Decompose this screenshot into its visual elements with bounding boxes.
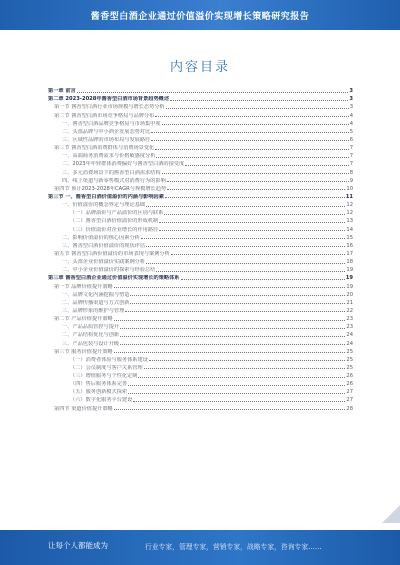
toc-leader-dots <box>151 140 348 141</box>
toc-leader-dots <box>149 360 346 361</box>
toc-entry[interactable] <box>48 314 353 322</box>
toc-entry[interactable] <box>48 184 353 192</box>
toc-entry-label: 二、中小企业价值溢价的探索与经验总结 <box>62 267 156 274</box>
toc-entry[interactable] <box>48 86 353 94</box>
toc-leader-dots <box>159 222 345 223</box>
toc-entry-label: 第一节 品牌价值提升策略 <box>54 283 113 290</box>
toc-entry-page: 24 <box>346 340 353 347</box>
toc-leader-dots <box>166 108 349 109</box>
toc-entry-page: 3 <box>349 88 353 95</box>
toc-entry-label: 三、酱香型白酒价值溢价的现状评估 <box>62 242 146 249</box>
toc-leader-dots <box>114 320 346 321</box>
toc-entry-label: （六）数字化服务平台建设 <box>70 397 133 404</box>
toc-entry-label: 第一节 酱香型白酒行业市场规模与增长态势分析 <box>54 104 165 111</box>
toc-leader-dots <box>159 230 345 231</box>
toc-entry-label: （五）服务创新模式探索 <box>70 389 128 396</box>
toc-leader-dots <box>128 393 345 394</box>
toc-entry-page: 21 <box>346 299 353 306</box>
toc-entry-label: 第三节 酱香型白酒消费群体与消费场景变化 <box>54 145 155 152</box>
toc-entry[interactable] <box>48 241 353 249</box>
toc-entry-page: 28 <box>346 405 353 412</box>
toc-entry-page: 10 <box>346 185 353 192</box>
toc-entry-page: 14 <box>346 226 353 233</box>
toc-entry[interactable] <box>48 192 353 200</box>
toc-entry-page: 8 <box>349 169 353 176</box>
toc-entry-label: 三、多元消费场景下的酱香型白酒需求结构 <box>62 169 161 176</box>
toc-entry-page: 19 <box>346 283 353 290</box>
toc-entry-label: （三）价值溢价对企业增长的作用路径 <box>70 226 159 233</box>
toc-entry[interactable] <box>48 265 353 273</box>
toc-entry-page: 17 <box>346 250 353 257</box>
toc-entry[interactable] <box>48 233 353 241</box>
toc-entry[interactable] <box>48 281 353 289</box>
toc-entry-label: 一、酱香型白酒品牌竞争格局与市场集中度 <box>62 120 161 127</box>
toc-entry[interactable] <box>48 395 353 403</box>
toc-entry-page: 26 <box>346 373 353 380</box>
toc-entry[interactable] <box>48 330 353 338</box>
toc-entry-page: 19 <box>346 267 353 274</box>
toc-entry-label: 一、头部企业价值溢价实践案例分析 <box>62 259 146 266</box>
toc-leader-dots <box>146 206 345 207</box>
toc-entry-label: 第五节 酱香型白酒价值溢价的市场表现与案例分析 <box>54 250 170 257</box>
toc-entry-label: 第四节 预计2023-2028年CAGR与规模增长趋势 <box>54 185 167 192</box>
toc-entry-label: 第三节 服务价值提升策略 <box>54 348 113 355</box>
toc-leader-dots <box>146 246 345 247</box>
toc-entry[interactable] <box>48 224 353 232</box>
toc-entry[interactable] <box>48 167 353 175</box>
toc-leader-dots <box>164 214 345 215</box>
toc-entry[interactable] <box>48 387 353 395</box>
toc-leader-dots <box>146 263 345 264</box>
toc-leader-dots <box>114 409 346 410</box>
toc-entry[interactable] <box>48 371 353 379</box>
toc-entry[interactable] <box>48 110 353 118</box>
toc-entry-page: 11 <box>345 193 353 200</box>
toc-entry-label: 一、品牌文化内涵挖掘与塑造 <box>62 291 130 298</box>
toc-leader-dots <box>162 173 349 174</box>
toc-entry-page: 23 <box>346 316 353 323</box>
toc-entry-label: 第二章 2023-2028年酱香型白酒市场背景趋势概述 <box>48 96 170 103</box>
toc-entry-page: 7 <box>349 161 353 168</box>
toc-leader-dots <box>77 92 349 93</box>
toc-entry-label: 第二节 产品价值提升策略 <box>54 316 113 323</box>
toc-entry[interactable] <box>48 127 353 135</box>
toc-leader-dots <box>185 165 349 166</box>
toc-entry[interactable] <box>48 290 353 298</box>
toc-leader-dots <box>155 149 348 150</box>
toc-leader-dots <box>144 368 346 369</box>
toc-entry-label: （二）酱香型白酒价值溢价的形成机制 <box>70 218 159 225</box>
toc-entry-page: 24 <box>346 332 353 339</box>
toc-entry-label: 一、产品品质管控与提升 <box>62 324 120 331</box>
toc-entry-page: 20 <box>346 291 353 298</box>
toc-entry-page: 15 <box>346 234 353 241</box>
report-title: 酱香型白酒企业通过价值溢价实现增长策略研究报告 <box>90 11 310 22</box>
toc-entry-page: 7 <box>349 153 353 160</box>
toc-entry-label: 第一章 前言 <box>48 88 76 95</box>
toc-leader-dots <box>114 352 346 353</box>
toc-entry-label: （二）会员制度与客户关系管理 <box>70 364 143 371</box>
toc-leader-dots <box>128 385 345 386</box>
toc-leader-dots <box>155 116 348 117</box>
toc-entry-label: 第四节 渠道价值提升策略 <box>54 405 113 412</box>
toc-entry-page: 25 <box>346 356 353 363</box>
toc-entry-label: 二、头部品牌与中小酒企发展态势对比 <box>62 128 151 135</box>
toc-heading: 内容目录 <box>169 60 230 75</box>
toc-entry[interactable] <box>48 216 353 224</box>
toc-entry-page: 25 <box>346 364 353 371</box>
toc-leader-dots <box>170 100 348 101</box>
toc-entry-label: 一、价值溢价的概念界定与理论基础 <box>62 202 146 209</box>
toc-entry-page: 3 <box>349 96 353 103</box>
toc-entry[interactable] <box>48 119 353 127</box>
toc-entry-page: 3 <box>349 104 353 111</box>
toc-entry-label: 第二节 酱香型白酒市场竞争格局与品牌分布 <box>54 112 155 119</box>
toc-entry[interactable] <box>48 403 353 411</box>
toc-entry[interactable] <box>48 135 353 143</box>
toc-entry-label: 第三节 一、酱香型白酒价值溢价的内涵与影响因素 <box>48 193 164 200</box>
footer-tagline: 行业专家，管理专家，营销专家，战略专家，咨询专家…… <box>145 543 322 551</box>
toc-leader-dots <box>156 271 345 272</box>
toc-entry-page: 9 <box>349 177 353 184</box>
footer-slogan: 让每个人都能成为 <box>48 541 108 550</box>
toc-entry-page: 4 <box>349 120 353 127</box>
toc-entry-page: 27 <box>346 389 353 396</box>
toc-entry[interactable] <box>48 200 353 208</box>
toc-leader-dots <box>165 197 345 198</box>
toc-leader-dots <box>120 328 345 329</box>
toc-entry-page: 5 <box>349 128 353 135</box>
toc-entry-label: 一、高端商务消费需求与价格敏感度分析 <box>62 153 156 160</box>
toc-entry[interactable] <box>48 159 353 167</box>
toc-entry-page: 4 <box>349 112 353 119</box>
table-of-contents <box>48 86 353 511</box>
toc-entry-label: 二、产品结构优化与创新 <box>62 332 120 339</box>
toc-entry-label: （一）消费者体验与服务体系建设 <box>70 356 148 363</box>
toc-entry-label: 第三章 酱香型白酒企业通过价值溢价实现增长的策略体系 <box>48 275 180 282</box>
toc-entry-page: 16 <box>346 242 353 249</box>
page-curl-decoration <box>382 505 400 523</box>
toc-entry[interactable] <box>48 176 353 184</box>
toc-entry-page: 12 <box>346 202 353 209</box>
toc-entry[interactable] <box>48 338 353 346</box>
toc-leader-dots <box>181 279 345 280</box>
toc-leader-dots <box>130 303 345 304</box>
toc-entry-page: 6 <box>349 136 353 143</box>
toc-entry-page: 18 <box>346 259 353 266</box>
toc-entry-label: 三、品牌形象的维护与管理 <box>62 307 125 314</box>
toc-leader-dots <box>156 157 348 158</box>
toc-entry[interactable] <box>48 257 353 265</box>
toc-entry-page: 27 <box>346 397 353 404</box>
toc-entry[interactable] <box>48 379 353 387</box>
toc-entry-label: （四）售后服务体系完善 <box>70 381 128 388</box>
toc-leader-dots <box>125 311 345 312</box>
toc-entry[interactable] <box>48 102 353 110</box>
toc-entry-page: 12 <box>346 210 353 217</box>
toc-entry-label: 二、品牌传播渠道与方式创新 <box>62 299 130 306</box>
toc-leader-dots <box>120 336 345 337</box>
toc-entry[interactable] <box>48 273 353 281</box>
toc-entry-label: （三）增值服务与个性化定制 <box>70 373 138 380</box>
toc-entry[interactable] <box>48 143 353 151</box>
toc-leader-dots <box>167 181 349 182</box>
toc-leader-dots <box>138 377 345 378</box>
toc-leader-dots <box>114 287 346 288</box>
toc-entry-label: （一）品牌溢价与产品溢价的区别与联系 <box>70 210 164 217</box>
toc-leader-dots <box>171 254 346 255</box>
toc-entry[interactable] <box>48 347 353 355</box>
toc-entry-label: 二、2023年年轻群体消费偏好与酱香型白酒的接受度 <box>62 161 185 168</box>
toc-entry[interactable] <box>48 94 353 102</box>
toc-entry[interactable] <box>48 355 353 363</box>
toc-entry-page: 13 <box>346 218 353 225</box>
toc-entry-page: 22 <box>346 307 353 314</box>
toc-entry[interactable] <box>48 322 353 330</box>
toc-entry[interactable] <box>48 151 353 159</box>
report-title-banner <box>0 0 400 30</box>
toc-entry[interactable] <box>48 208 353 216</box>
toc-entry-label: 三、区域性品牌的市场布局与发展路径 <box>62 136 151 143</box>
toc-leader-dots <box>120 344 345 345</box>
toc-entry-page: 23 <box>346 324 353 331</box>
toc-entry-page: 7 <box>349 145 353 152</box>
toc-entry-page: 26 <box>346 381 353 388</box>
toc-entry[interactable] <box>48 249 353 257</box>
toc-leader-dots <box>167 189 345 190</box>
toc-leader-dots <box>162 124 349 125</box>
toc-entry[interactable] <box>48 298 353 306</box>
toc-leader-dots <box>133 401 345 402</box>
toc-leader-dots <box>130 295 345 296</box>
toc-entry-label: 二、影响价值溢价的核心因素分析 <box>62 234 140 241</box>
toc-entry-label: 四、线上渠道与新零售模式对消费行为的影响 <box>62 177 166 184</box>
toc-leader-dots <box>151 132 348 133</box>
toc-leader-dots <box>141 238 346 239</box>
toc-entry-label: 三、产品包装与设计升级 <box>62 340 120 347</box>
toc-entry[interactable] <box>48 306 353 314</box>
toc-entry[interactable] <box>48 363 353 371</box>
toc-entry-page: 25 <box>346 348 353 355</box>
toc-entry-page: 19 <box>345 275 353 282</box>
